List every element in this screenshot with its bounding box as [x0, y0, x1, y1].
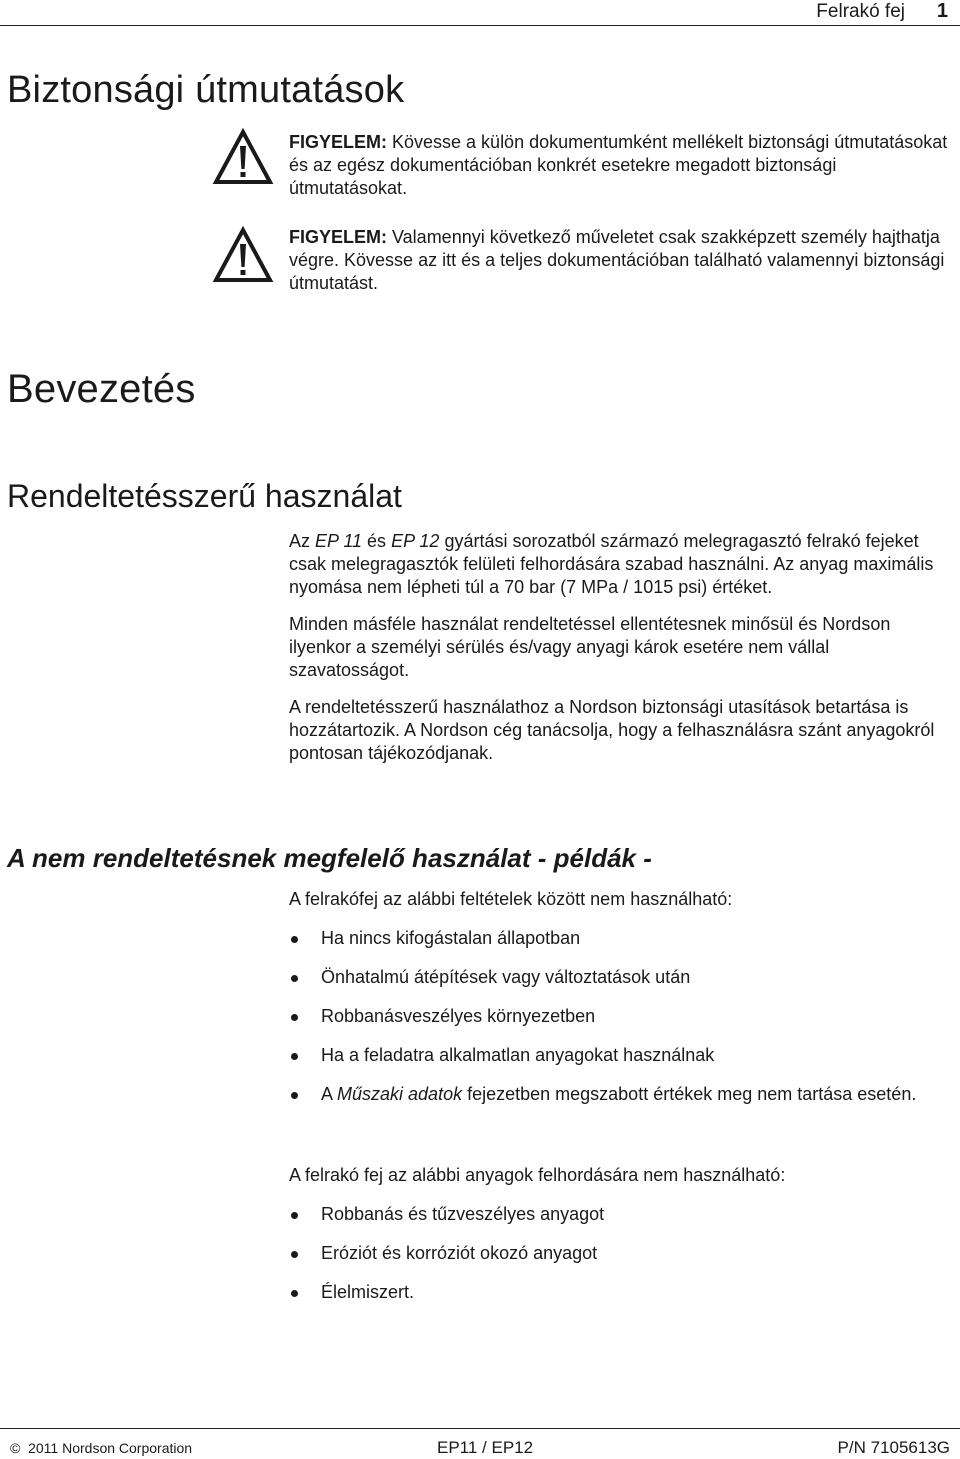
p1-model-ep12: EP 12 — [391, 531, 440, 551]
warning-1-label: FIGYELEM: — [289, 132, 387, 152]
list-item-text: Robbanásveszélyes környezetben — [321, 1006, 596, 1026]
warning-2-label: FIGYELEM: — [289, 227, 387, 247]
intended-use-heading: Rendeltetésszerű használat — [7, 478, 402, 514]
list-item — [289, 1044, 954, 1067]
list-item-text: Robbanás és tűzveszélyes anyagot — [321, 1204, 605, 1224]
footer-copyright — [10, 1440, 192, 1456]
misuse-conditions-list — [289, 927, 954, 1106]
misuse-materials-body — [289, 1164, 954, 1320]
footer-copyright-text: 2011 Nordson Corporation — [28, 1440, 193, 1456]
list-item-text: A — [321, 1084, 338, 1104]
list-item-text: Ha nincs kifogástalan állapotban — [321, 928, 581, 948]
footer-rule — [0, 1428, 960, 1429]
copyright-icon: © — [10, 1440, 21, 1456]
footer-model: EP11 / EP12 — [437, 1438, 534, 1457]
intended-use-paragraph-3: A rendeltetésszerű használathoz a Nordson biztonsági utasítások betartása is hozzátartozik. A Nordson cég tanácsolja, hogy a felhasználásra szánt anyagokról pontosan tájékozódjanak. — [289, 697, 935, 763]
warning-1-text: Kövesse a külön dokumentumként mellékelt biztonsági útmutatásokat és az egész dokumentációban konkrét esetekre megadott biztonsági útmutatásokat. — [289, 132, 948, 198]
bullet-icon — [291, 936, 298, 943]
p1-text-1: Az — [289, 531, 316, 551]
misuse-intro-1: A felrakófej az alábbi feltételek között nem használható: — [289, 889, 733, 909]
running-header-title: Felrakó fej — [816, 1, 905, 22]
list-item-text: fejezetben megszabott értékek meg nem tartása esetén. — [462, 1084, 917, 1104]
warning-1 — [289, 131, 954, 200]
list-item-text: Ha a feladatra alkalmatlan anyagokat használnak — [321, 1045, 715, 1065]
bullet-icon — [291, 1290, 298, 1297]
misuse-materials-list — [289, 1203, 954, 1304]
p1-text-3: gyártási sorozatból származó melegragasztó felrakó fejeket csak melegragasztók felületi felhordására szabad használni. Az anyag maximális nyomása nem lépheti túl a 70 bar (7 MPa / 1015 psi) értéket. — [289, 531, 934, 597]
bullet-icon — [291, 1014, 298, 1021]
header-rule — [0, 25, 960, 26]
warning-icon — [212, 128, 274, 186]
bullet-icon — [291, 975, 298, 982]
intended-use-body — [289, 530, 954, 765]
misuse-intro-2: A felrakó fej az alábbi anyagok felhordására nem használható: — [289, 1165, 786, 1185]
list-item-text: Önhatalmú átépítések vagy változtatások után — [321, 967, 691, 987]
intro-heading: Bevezetés — [7, 367, 196, 411]
warning-icon — [212, 226, 274, 284]
list-item — [289, 1083, 954, 1106]
list-item — [289, 927, 954, 950]
list-item — [289, 966, 954, 989]
p1-text-2: és — [362, 531, 392, 551]
list-item — [289, 1203, 954, 1226]
bullet-icon — [291, 1092, 298, 1099]
bullet-icon — [291, 1251, 298, 1258]
list-item — [289, 1005, 954, 1028]
warning-2-text: Valamennyi következő műveletet csak szakképzett személy hajthatja végre. Kövesse az itt és a teljes dokumentációban található valamennyi biztonsági útmutatást. — [289, 227, 945, 293]
bullet-icon — [291, 1053, 298, 1060]
page-number: 1 — [936, 0, 948, 22]
intended-use-paragraph-2: Minden másféle használat rendeltetéssel ellentétesnek minősül és Nordson ilyenkor a személyi sérülés és/vagy anyagi károk esetére nem vállal szavatosságot. — [289, 614, 891, 680]
misuse-heading: A nem rendeltetésnek megfelelő használat - példák - — [7, 843, 652, 873]
safety-heading: Biztonsági útmutatások — [7, 69, 405, 111]
warning-2 — [289, 226, 954, 295]
technical-data-reference: Műszaki adatok — [337, 1084, 463, 1104]
footer-part-number: P/N 7105613G — [837, 1438, 950, 1457]
list-item — [289, 1281, 954, 1304]
list-item-text: Eróziót és korróziót okozó anyagot — [321, 1243, 598, 1263]
intended-use-paragraph-1 — [289, 530, 954, 599]
list-item-text: Élelmiszert. — [321, 1282, 415, 1302]
misuse-body — [289, 888, 954, 1122]
p1-model-ep11: EP 11 — [315, 531, 363, 551]
bullet-icon — [291, 1212, 298, 1219]
list-item — [289, 1242, 954, 1265]
